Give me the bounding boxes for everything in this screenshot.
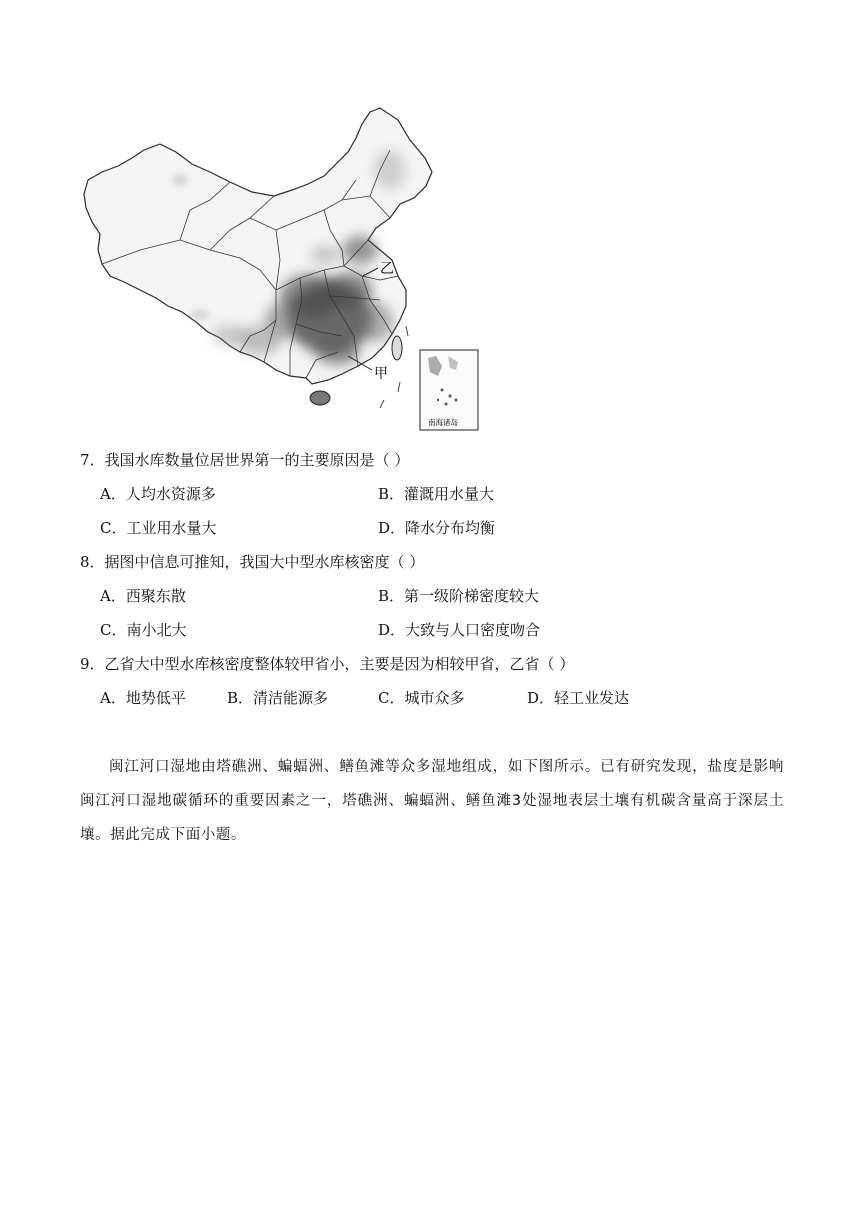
question-9-option-a[interactable]: A．地势低平 [100, 689, 186, 707]
label-yi: 乙 [380, 261, 394, 277]
question-9-option-c[interactable]: C．城市众多 [378, 689, 465, 707]
hainan-island [310, 391, 330, 405]
china-reservoir-density-map [80, 100, 490, 435]
label-jia: 甲 [374, 366, 388, 382]
reading-passage: 闽江河口湿地由塔礁洲、蝙蝠洲、鳝鱼滩等众多湿地组成，如下图所示。已有研究发现，盐度是影响闽江河口湿地碳循环的重要因素之一，塔礁洲、蝙蝠洲、鳝鱼滩3处湿地表层土壤有机碳含量高于深层土壤。据此完成下面小题。 [80, 759, 784, 843]
question-7-option-c[interactable]: C．工业用水量大 [100, 519, 217, 537]
question-7-option-a[interactable]: A．人均水资源多 [100, 485, 216, 503]
question-9-option-b[interactable]: B．清洁能源多 [227, 689, 329, 707]
south-china-sea-inset [420, 350, 478, 430]
question-7-option-d[interactable]: D．降水分布均衡 [378, 519, 496, 537]
question-7-option-b[interactable]: B．灌溉用水量大 [378, 485, 495, 503]
inset-caption: 南海诸岛 [428, 418, 458, 427]
question-8-option-b[interactable]: B．第一级阶梯密度较大 [378, 587, 540, 605]
question-9-stem: 9．乙省大中型水库核密度整体较甲省小，主要是因为相较甲省，乙省（ ） [80, 655, 575, 673]
question-8-option-c[interactable]: C．南小北大 [100, 621, 187, 639]
question-8-option-a[interactable]: A．西聚东散 [100, 587, 186, 605]
question-9-option-d[interactable]: D．轻工业发达 [527, 689, 630, 707]
question-8-option-d[interactable]: D．大致与人口密度吻合 [378, 621, 541, 639]
taiwan-island [392, 336, 402, 360]
question-8-stem: 8．据图中信息可推知，我国大中型水库核密度（ ） [80, 553, 425, 571]
question-7-stem: 7．我国水库数量位居世界第一的主要原因是（ ） [80, 451, 410, 469]
